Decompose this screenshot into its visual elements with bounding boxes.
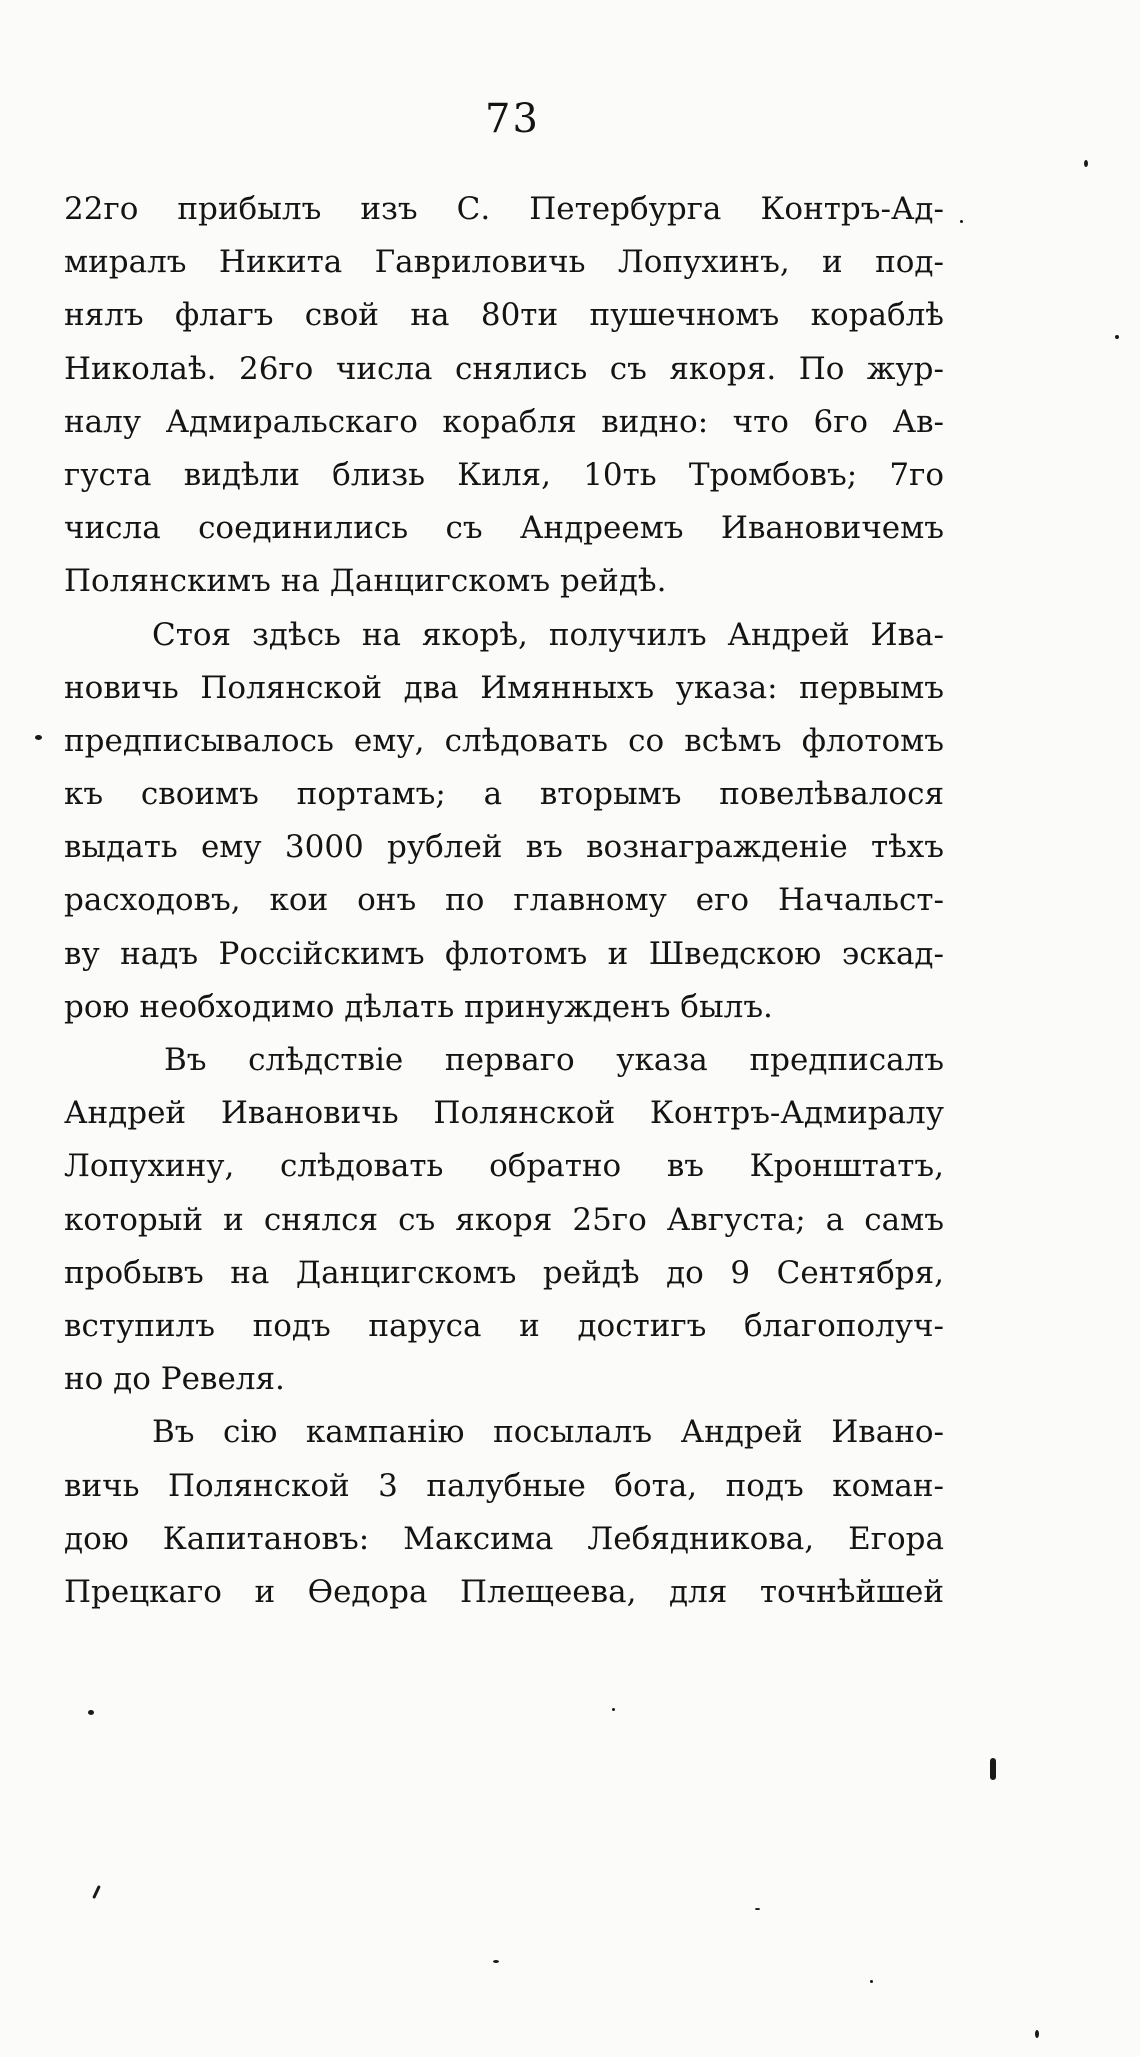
text-line: но до Ревеля. <box>64 1361 285 1398</box>
text-line: вичь Полянской 3 палубные бота, подъ коман- <box>64 1467 944 1504</box>
scan-speck <box>92 1885 101 1899</box>
scan-speck <box>1035 2030 1039 2038</box>
text-line: 22го прибылъ изъ С. Петербурга Контръ-Ад- <box>64 191 944 227</box>
text-line: рою необходимо дѣлать принужденъ былъ. <box>64 988 773 1025</box>
paragraph-3 <box>64 1034 944 1406</box>
text-line: Въ сію кампанію посылалъ Андрей Ивано- <box>152 1414 944 1451</box>
paragraph-4 <box>64 1406 944 1619</box>
scan-speck <box>960 220 963 223</box>
page-number: 73 <box>485 96 540 142</box>
scan-speck <box>990 1758 996 1780</box>
scan-speck <box>612 1708 615 1711</box>
text-line: къ своимъ портамъ; а вторымъ повелѣвалося <box>64 776 944 813</box>
text-line: ву надъ Россійскимъ флотомъ и Шведскою эскад- <box>64 935 944 972</box>
text-line: миралъ Никита Гавриловичь Лопухинъ, и под- <box>64 244 944 281</box>
text-line: предписывалось ему, слѣдовать со всѣмъ флотомъ <box>64 722 944 759</box>
scan-speck <box>755 1908 760 1910</box>
scan-speck <box>1084 160 1088 167</box>
text-line: Стоя здѣсь на якорѣ, получилъ Андрей Ива- <box>152 616 944 653</box>
text-line: Прецкаго и Ѳедора Плещеева, для точнѣйшей <box>64 1573 944 1610</box>
text-line: Въ слѣдствіе перваго указа предписалъ <box>164 1042 944 1078</box>
text-line: который и снялся съ якоря 25го Августа; а самъ <box>64 1201 944 1238</box>
text-line: дою Капитановъ: Максима Лебядникова, Егора <box>64 1520 944 1557</box>
paragraph-2 <box>64 609 944 1035</box>
text-line: новичь Полянской два Имянныхъ указа: первымъ <box>64 669 944 706</box>
text-line: Полянскимъ на Данцигскомъ рейдѣ. <box>64 563 667 600</box>
text-line: расходовъ, кои онъ по главному его Начальст- <box>64 882 944 919</box>
paragraph-1 <box>64 183 944 609</box>
text-line: нялъ флагъ свой на 80ти пушечномъ кораблѣ <box>64 297 944 334</box>
scan-speck <box>493 1960 499 1963</box>
text-line: Андрей Ивановичь Полянской Контръ-Адмиралу <box>64 1095 944 1132</box>
text-line: выдать ему 3000 рублей въ вознагражденіе тѣхъ <box>64 829 944 866</box>
text-line: густа видѣли близь Киля, 10ть Тромбовъ; 7го <box>64 456 944 493</box>
text-line: Лопухину, слѣдовать обратно въ Кронштатъ, <box>64 1148 944 1185</box>
body-text <box>64 183 944 1619</box>
scan-speck <box>1115 335 1119 339</box>
scan-speck <box>35 735 42 740</box>
text-line: налу Адмиральскаго корабля видно: что 6го Ав- <box>64 403 944 440</box>
scan-speck <box>870 1980 873 1983</box>
text-line: пробывъ на Данцигскомъ рейдѣ до 9 Сентября, <box>64 1254 944 1291</box>
text-line: числа соединились съ Андреемъ Ивановичемъ <box>64 510 944 547</box>
text-line: Николаѣ. 26го числа снялись съ якоря. По жур- <box>64 350 944 387</box>
text-line: вступилъ подъ паруса и достигъ благополуч- <box>64 1307 944 1344</box>
scan-speck <box>88 1710 94 1715</box>
